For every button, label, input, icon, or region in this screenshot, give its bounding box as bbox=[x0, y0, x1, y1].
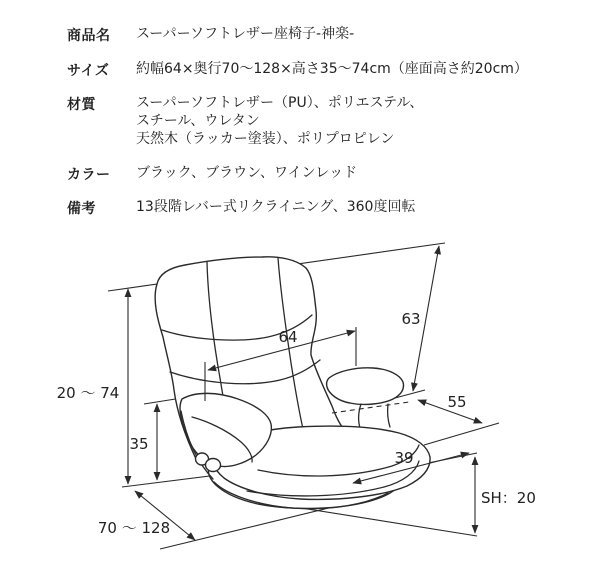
dim-label-seat-height: SH：20 bbox=[481, 489, 536, 507]
spec-value-line: 天然木（ラッカー塗装）、ポリプロピレン bbox=[136, 131, 395, 147]
armrest-right-support-front bbox=[388, 404, 390, 427]
floor-edge-front-left bbox=[160, 504, 345, 549]
spec-value-line: 約幅64×奥行70〜128×高さ35〜74cm（座面高さ約20cm） bbox=[136, 61, 528, 77]
dim-label-total-height: 20 〜 74 bbox=[56, 384, 120, 402]
dim-label-armrest-side-depth: 55 bbox=[447, 393, 467, 411]
spec-label-notes: 備考 bbox=[67, 201, 96, 217]
spec-value-line: スチール、ウレタン bbox=[136, 113, 260, 129]
armrest-right-support-back bbox=[359, 404, 361, 428]
spec-value-line: ブラック、ブラウン、ワインレッド bbox=[136, 165, 358, 181]
dim-label-armrest-height: 35 bbox=[129, 435, 149, 453]
spec-label-product-name: 商品名 bbox=[67, 28, 111, 44]
spec-value-line: スーパーソフトレザー座椅子-神楽- bbox=[136, 26, 355, 42]
dim-label-seat-front-width: 39 bbox=[394, 449, 414, 467]
recline-lever-knob bbox=[206, 459, 221, 472]
dim-label-overall-width: 64 bbox=[278, 328, 298, 346]
spec-label-size: サイズ bbox=[67, 63, 110, 79]
armrest-right bbox=[327, 368, 404, 405]
dim-label-backrest-length: 63 bbox=[401, 310, 421, 328]
spec-value-line: スーパーソフトレザー（PU）、ポリエステル、 bbox=[136, 95, 424, 111]
depth-extension-line-right bbox=[424, 423, 499, 445]
spec-label-color: カラー bbox=[67, 167, 111, 183]
chair-illustration bbox=[155, 257, 430, 509]
spec-value-line: 13段階レバー式リクライニング、360度回転 bbox=[136, 199, 416, 215]
dim-label-depth: 70 〜 128 bbox=[97, 519, 171, 537]
spec-label-material: 材質 bbox=[67, 97, 96, 113]
